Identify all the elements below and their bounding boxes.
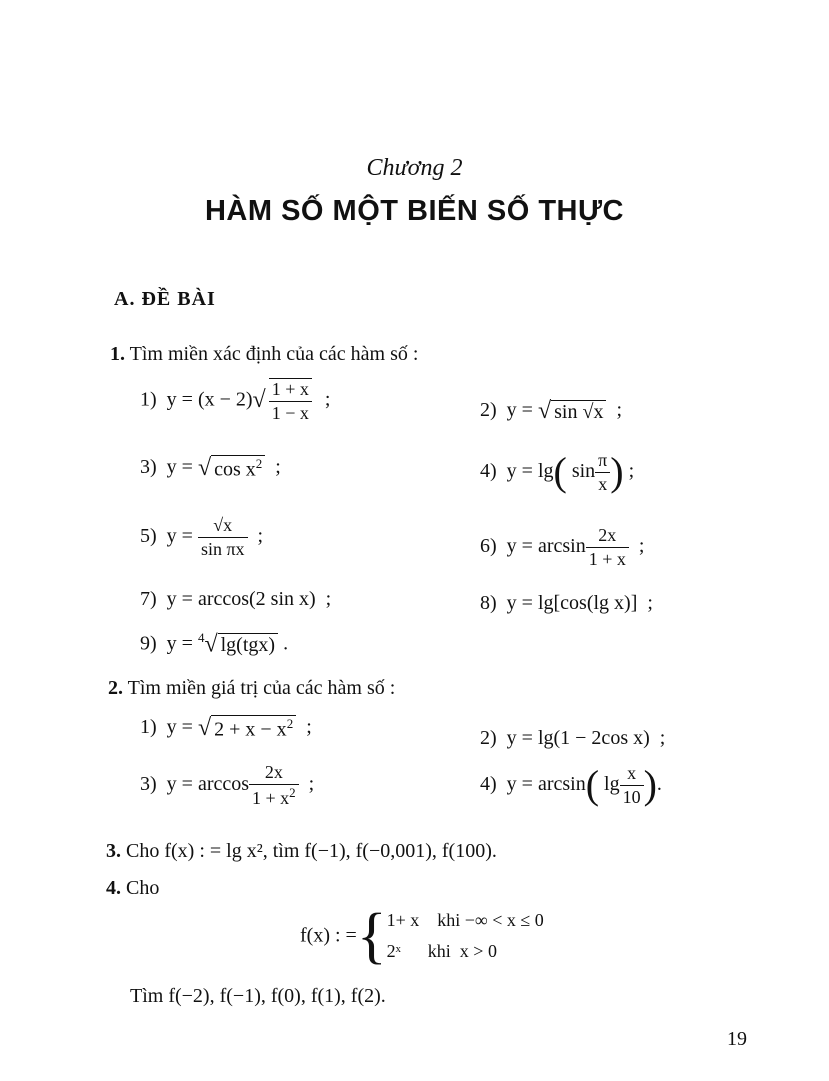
q1-item-3: 3) y = √ $\cos x^2$ ; [140,455,281,481]
q2-item-4: 4) y = arcsin( lg $\frac{x}{10}$ ). [480,762,662,808]
question-number: 3. [106,840,121,862]
question-text: Tìm miền xác định của các hàm số : [129,343,419,365]
question-number: 1. [110,343,125,365]
question-3 [106,840,497,863]
piecewise-lhs: f(x) : = [300,924,357,947]
q1-item-4: 4) y = lg( sin $\frac{\pi}{x}$ ) ; [480,449,635,495]
question-4-ask: Tìm f(−2), f(−1), f(0), f(1), f(2). [130,985,386,1007]
question-text: Cho f(x) : = lg x², tìm f(−1), f(−0,001), f(100). [126,840,497,862]
question-number: 2. [108,677,123,699]
q1-item-5: 5) y = $\frac{√x}{\text{sin πx}}$ ; [140,515,264,559]
chapter-label: Chương 2 [366,155,463,181]
case-2: 2ˣ khi x > 0 [386,941,497,961]
question-4 [106,877,159,900]
question-text: Tìm miền giá trị của các hàm số : [127,677,396,699]
q1-item-9: 9) y = $^4$√ lg(tgx) . [140,630,289,658]
piecewise-definition [300,902,544,970]
page-number: 19 [727,1028,747,1050]
section-heading: A. ĐỀ BÀI [114,288,216,310]
question-1 [110,343,418,366]
q2-item-3: 3) y = arccos $\frac{2x}{1 + x^2}$ ; [140,762,315,808]
q2-item-2: 2) y = lg(1 − 2cos x) ; [480,727,666,749]
question-number: 4. [106,877,121,899]
chapter-title: HÀM SỐ MỘT BIẾN SỐ THỰC [204,195,624,227]
q1-item-2: 2) y = √ sin √x ; [480,398,623,424]
q1-item-8: 8) y = lg[cos(lg x)] ; [480,592,653,614]
q1-item-6: 6) y = arcsin $\frac{2x}{1 + x}$ ; [480,525,645,569]
q1-item-1: 1) y = (x − 2)√ $\frac{1 + x}{1 - x}$ ; [140,379,331,423]
left-brace: { [356,902,387,970]
q1-item-7: 7) y = arccos(2 sin x) ; [140,588,332,610]
q2-item-1: 1) y = √ $2 + x - x^2$ ; [140,715,312,741]
question-text: Cho [126,877,160,899]
case-1: 1+ x khi −∞ < x ≤ 0 [386,910,544,931]
question-2 [108,677,395,700]
